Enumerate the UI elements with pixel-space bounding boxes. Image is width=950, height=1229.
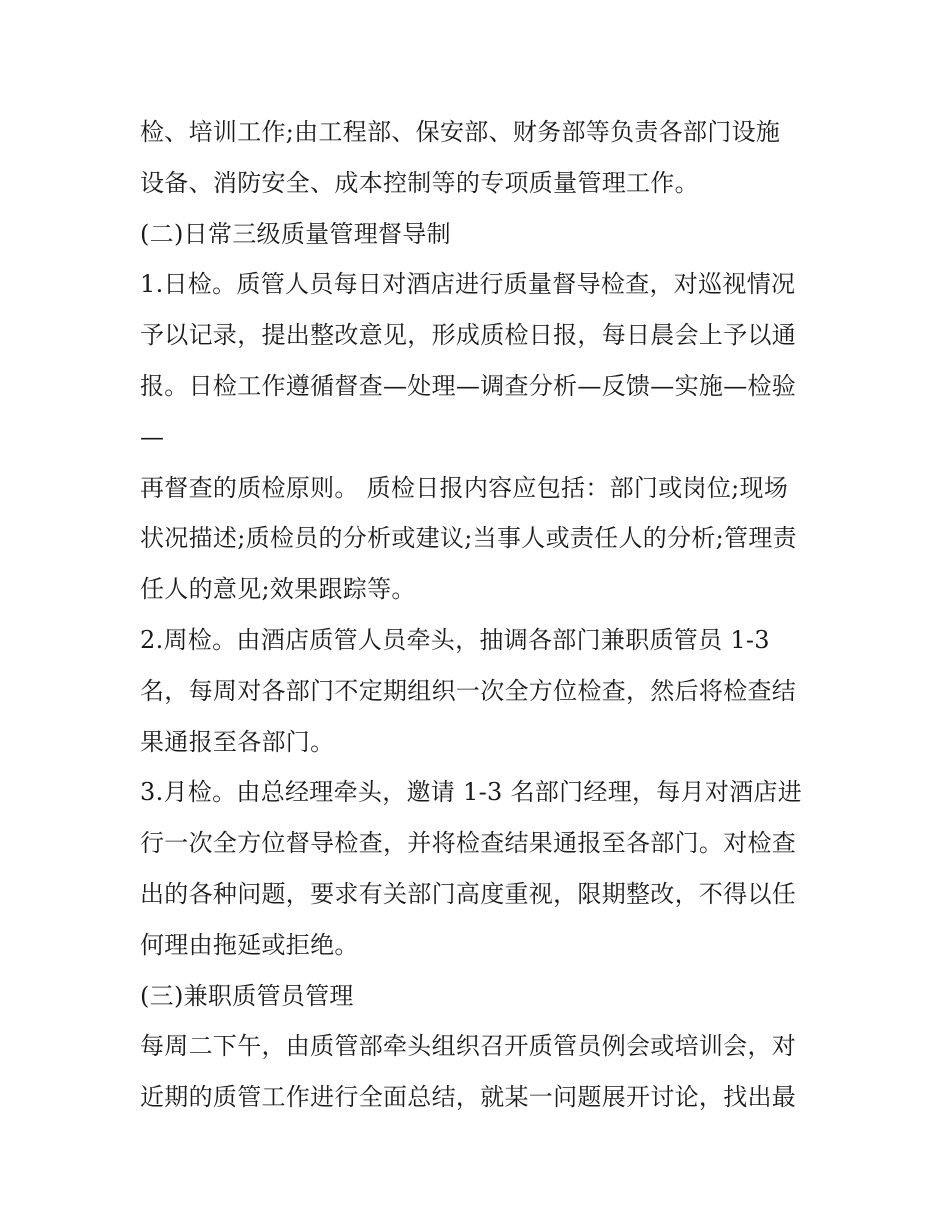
text-line: 每周二下午，由质管部牵头组织召开质管员例会或培训会，对 (140, 1032, 797, 1061)
document-body (140, 107, 830, 1123)
text-line: 检、培训工作;由工程部、保安部、财务部等负责各部门设施 (140, 118, 781, 146)
text-line: 1.日检。质管人员每日对酒店进行质量督导检查，对巡视情况 (140, 270, 796, 299)
text-line: 报。日检工作遵循督查—处理—调查分析—反馈—实施—检验 (140, 371, 797, 400)
text-line: 设备、消防安全、成本控制等的专项质量管理工作。 (140, 168, 699, 197)
text-line: 任人的意见;效果跟踪等。 (140, 575, 416, 604)
text-line: 何理由拖延或拒绝。 (140, 930, 359, 959)
text-line: 予以记录，提出整改意见，形成质检日报，每日晨会上予以通 (140, 321, 797, 350)
text-line: 再督查的质检原则。 质检日报内容应包括：部门或岗位;现场 (140, 473, 789, 502)
text-line: — (140, 422, 165, 451)
section-heading: (三)兼职质管员管理 (140, 981, 354, 1010)
text-line: 行一次全方位督导检查，并将检查结果通报至各部门。对检查 (140, 829, 797, 858)
text-line: 名，每周对各部门不定期组织一次全方位检查，然后将检查结 (140, 676, 797, 705)
text-line: 近期的质管工作进行全面总结，就某一问题展开讨论，找出最 (140, 1083, 797, 1112)
text-line: 果通报至各部门。 (140, 727, 335, 756)
text-line: 出的各种问题，要求有关部门高度重视，限期整改，不得以任 (140, 879, 797, 908)
text-line: 状况描述;质检员的分析或建议;当事人或责任人的分析;管理责 (140, 524, 797, 553)
text-line: 2.周检。由酒店质管人员牵头，抽调各部门兼职质管员 1-3 (140, 625, 770, 654)
text-line: 3.月检。由总经理牵头，邀请 1-3 名部门经理，每月对酒店进 (140, 778, 803, 807)
section-heading: (二)日常三级质量管理督导制 (140, 219, 451, 248)
